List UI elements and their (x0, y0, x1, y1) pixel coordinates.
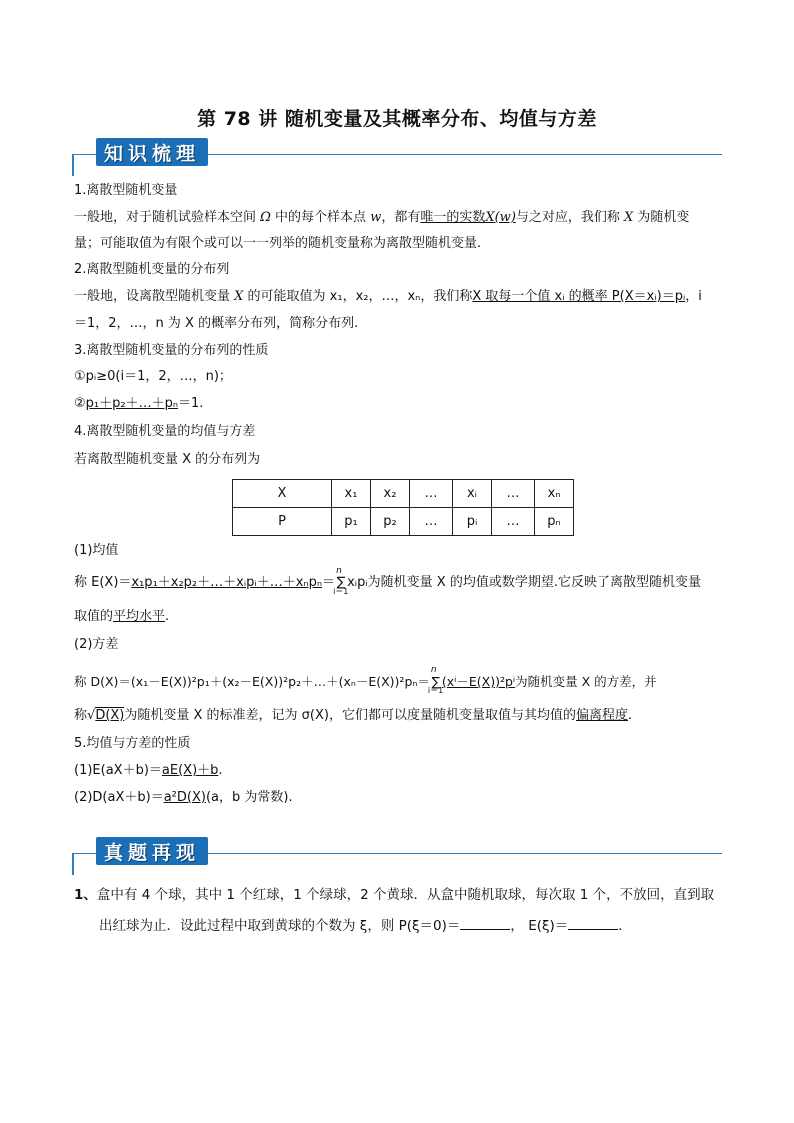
divider (72, 853, 74, 875)
table-cell: … (410, 508, 453, 536)
table-cell: P (233, 508, 332, 536)
heading-3: 3.离散型随机变量的分布列的性质 (74, 343, 269, 358)
property-1: ①pᵢ≥0(i＝1，2，…，n)； (74, 369, 232, 384)
table-cell: x₂ (371, 480, 410, 508)
table-row (233, 480, 574, 508)
heading-1: 1.离散型随机变量 (74, 183, 178, 198)
table-cell: X (233, 480, 332, 508)
distribution-table (232, 479, 574, 536)
heading-2: 2.离散型随机变量的分布列 (74, 262, 230, 277)
section-label: 知识梳理 (104, 142, 201, 165)
question-1-line2: 出红球为止．设此过程中取到黄球的个数为 ξ，则 P(ξ＝0)＝ ， E(ξ)＝ ． (99, 918, 632, 934)
table-cell: xₙ (535, 480, 574, 508)
table-cell: pₙ (535, 508, 574, 536)
heading-4-1: (1)均值 (74, 543, 119, 558)
table-cell: … (492, 508, 535, 536)
heading-4: 4.离散型随机变量的均值与方差 (74, 424, 256, 439)
table-cell: p₁ (332, 508, 371, 536)
section-header-exam (72, 837, 722, 871)
paragraph-4: 若离散型随机变量 X 的分布列为 (74, 452, 261, 467)
page-title: 第 78 讲 随机变量及其概率分布、均值与方差 (197, 108, 597, 130)
table-cell: p₂ (371, 508, 410, 536)
paragraph-mean-b: 取值的平均水平. (74, 609, 170, 624)
sum-icon: ∑ n i＝1 (427, 665, 444, 695)
paragraph-mean: 称 E(X)＝x₁p₁＋x₂p₂＋…＋xᵢpᵢ＋…＋xₙpₙ＝ ∑ n i＝1 xᵢpᵢ为随机变量 X 的均值或数学期望.它反映了离散型随机变量 (74, 566, 701, 596)
paragraph-1b: 量；可能取值为有限个或可以一一列举的随机变量称为离散型随机变量. (74, 236, 482, 251)
heading-4-2: (2)方差 (74, 637, 119, 652)
paragraph-2a: 一般地，设离散型随机变量 X 的可能取值为 x₁，x₂，…，xₙ，我们称X 取每一个值 xᵢ 的概率 P(X＝xᵢ)＝pᵢ，i (74, 289, 702, 304)
table-cell: … (492, 480, 535, 508)
paragraph-variance: 称 D(X)＝(x₁－E(X))²p₁＋(x₂－E(X))²p₂＋…＋(xₙ－E(X))²pₙ＝ ∑ n i＝1 (xⁱ－E(X))²pⁱ为随机变量 X 的方差，并 (74, 665, 657, 695)
sum-icon: ∑ n i＝1 (333, 566, 349, 596)
table-row (233, 508, 574, 536)
table-cell: pᵢ (453, 508, 492, 536)
heading-5: 5.均值与方差的性质 (74, 736, 191, 751)
paragraph-2b: ＝1，2，…，n 为 X 的概率分布列，简称分布列. (74, 316, 359, 331)
property-2: ②p₁＋p₂＋…＋pₙ＝1. (74, 396, 204, 411)
paragraph-1a: 一般地，对于随机试验样本空间 Ω 中的每个样本点 w，都有唯一的实数X(w)与之对应，我们称 X 为随机变 (74, 210, 690, 225)
table-cell: x₁ (332, 480, 371, 508)
section-label: 真题再现 (104, 841, 201, 864)
divider (72, 154, 74, 176)
sqrt-icon: √ (87, 708, 96, 723)
paragraph-variance-b: 称√D(X)为随机变量 X 的标准差，记为 σ(X)，它们都可以度量随机变量取值与其均值的偏离程度. (74, 708, 633, 723)
answer-blank-1[interactable] (460, 917, 510, 930)
section-badge (96, 138, 208, 166)
answer-blank-2[interactable] (568, 917, 618, 930)
property-variance: (2)D(aX＋b)＝a²D(X)(a，b 为常数). (74, 790, 293, 805)
question-1: 1、盒中有 4 个球，其中 1 个红球，1 个绿球，2 个黄球．从盒中随机取球，每次取 1 个，不放回，直到取 (74, 887, 715, 903)
section-header-knowledge (72, 138, 722, 172)
table-cell: … (410, 480, 453, 508)
property-mean: (1)E(aX＋b)＝aE(X)＋b. (74, 763, 223, 778)
section-badge (96, 837, 208, 865)
table-cell: xᵢ (453, 480, 492, 508)
